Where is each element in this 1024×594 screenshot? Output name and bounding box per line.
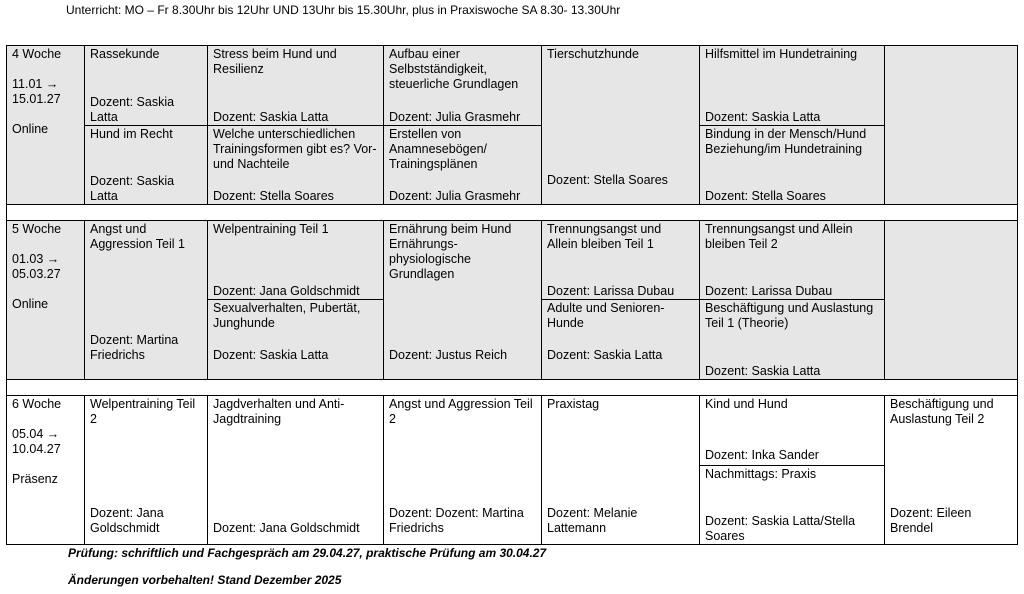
course-title: Welpentraining Teil 2 [90, 397, 196, 426]
course-title: Angst und Aggression Teil 1 [90, 222, 185, 251]
week-mode: Präsenz [12, 472, 58, 486]
course-title: Welche unterschiedlichen Trainingsformen gibt es? Vor- und Nachteile [213, 127, 377, 171]
week-mode: Online [12, 122, 49, 136]
course-dozent: Dozent: Julia Grasmehr [389, 110, 521, 124]
course-title: Bindung in der Mensch/Hund Beziehung/im Hundetraining [705, 127, 867, 156]
separator-row [7, 380, 1018, 396]
course-title: Trennungsangst und Allein bleiben Teil 1 [547, 222, 662, 251]
course-title: Praxistag [547, 397, 600, 411]
course-dozent: Dozent: Jana Goldschmidt [213, 521, 360, 535]
course-dozent: Dozent: Martina Friedrichs [90, 333, 179, 362]
schedule-table [6, 45, 1018, 545]
course-dozent: Dozent: Saskia Latta [705, 110, 821, 124]
course-dozent: Dozent: Saskia Latta [547, 348, 663, 362]
course-dozent: Dozent: Saskia Latta [213, 110, 329, 124]
course-title: Sexualverhalten, Pubertät, Junghunde [213, 301, 361, 330]
week-mode: Online [12, 297, 49, 311]
course-dozent: Dozent: Saskia Latta [213, 348, 329, 362]
course-title: Ernährung beim Hund Ernährungs-physiologische Grundlagen [389, 222, 512, 281]
week-4-row [7, 46, 1018, 126]
week-dates: 01.03 → 05.03.27 [12, 252, 61, 281]
week-6-row [7, 396, 1018, 466]
course-title: Rassekunde [90, 47, 160, 61]
course-title: Beschäftigung und Auslastung Teil 2 [890, 397, 994, 426]
change-note: Änderungen vorbehalten! Stand Dezember 2025 [68, 573, 342, 587]
week-4-row-b [7, 126, 1018, 205]
course-dozent: Dozent: Larissa Dubau [547, 284, 675, 298]
course-title: Stress beim Hund und Resilienz [213, 47, 337, 76]
week-label: 4 Woche [12, 47, 62, 61]
week-5-row [7, 221, 1018, 300]
course-title: Nachmittags: Praxis [705, 467, 817, 481]
course-title: Beschäftigung und Auslastung Teil 1 (Theorie) [705, 301, 874, 330]
course-dozent: Dozent: Inka Sander [705, 448, 819, 462]
course-dozent: Dozent: Saskia Latta [705, 364, 821, 378]
course-dozent: Dozent: Saskia Latta [90, 174, 175, 203]
course-title: Welpentraining Teil 1 [213, 222, 329, 236]
course-title: Kind und Hund [705, 397, 788, 411]
course-title: Aufbau einer Selbstständigkeit, steuerliche Grundlagen [389, 47, 519, 91]
course-title: Erstellen von Anamnesebögen/ Trainingsplänen [389, 127, 487, 171]
week-dates: 05.04 → 10.04.27 [12, 427, 61, 456]
week-label: 6 Woche [12, 397, 62, 411]
course-dozent: Dozent: Melanie Lattemann [547, 506, 638, 535]
course-title: Hund im Recht [90, 127, 173, 141]
course-dozent: Dozent: Saskia Latta/Stella Soares [705, 514, 856, 543]
course-dozent: Dozent: Larissa Dubau [705, 284, 833, 298]
course-dozent: Dozent: Eileen Brendel [890, 506, 972, 535]
course-dozent: Dozent: Jana Goldschmidt [213, 284, 360, 298]
course-dozent: Dozent: Dozent: Martina Friedrichs [389, 506, 524, 535]
schedule-header: Unterricht: MO – Fr 8.30Uhr bis 12Uhr UND 13Uhr bis 15.30Uhr, plus in Praxiswoche SA 8.30- 13.30Uhr [66, 3, 621, 17]
separator-row [7, 205, 1018, 221]
course-dozent: Dozent: Stella Soares [705, 189, 826, 203]
week-label: 5 Woche [12, 222, 62, 236]
course-dozent: Dozent: Stella Soares [213, 189, 334, 203]
course-dozent: Dozent: Stella Soares [547, 173, 668, 187]
week-dates: 11.01 → 15.01.27 [12, 77, 61, 106]
course-title: Adulte und Senioren-Hunde [547, 301, 665, 330]
course-title: Trennungsangst und Allein bleiben Teil 2 [705, 222, 853, 251]
course-dozent: Dozent: Justus Reich [389, 348, 508, 362]
course-dozent: Dozent: Julia Grasmehr [389, 189, 521, 203]
course-title: Hilfsmittel im Hundetraining [705, 47, 858, 61]
course-title: Jagdverhalten und Anti-Jagdtraining [213, 397, 345, 426]
course-dozent: Dozent: Jana Goldschmidt [90, 506, 164, 535]
course-title: Angst und Aggression Teil 2 [389, 397, 533, 426]
exam-note: Prüfung: schriftlich und Fachgespräch am 29.04.27, praktische Prüfung am 30.04.27 [68, 546, 547, 560]
course-dozent: Dozent: Saskia Latta [90, 95, 175, 124]
course-title: Tierschutzhunde [547, 47, 639, 61]
